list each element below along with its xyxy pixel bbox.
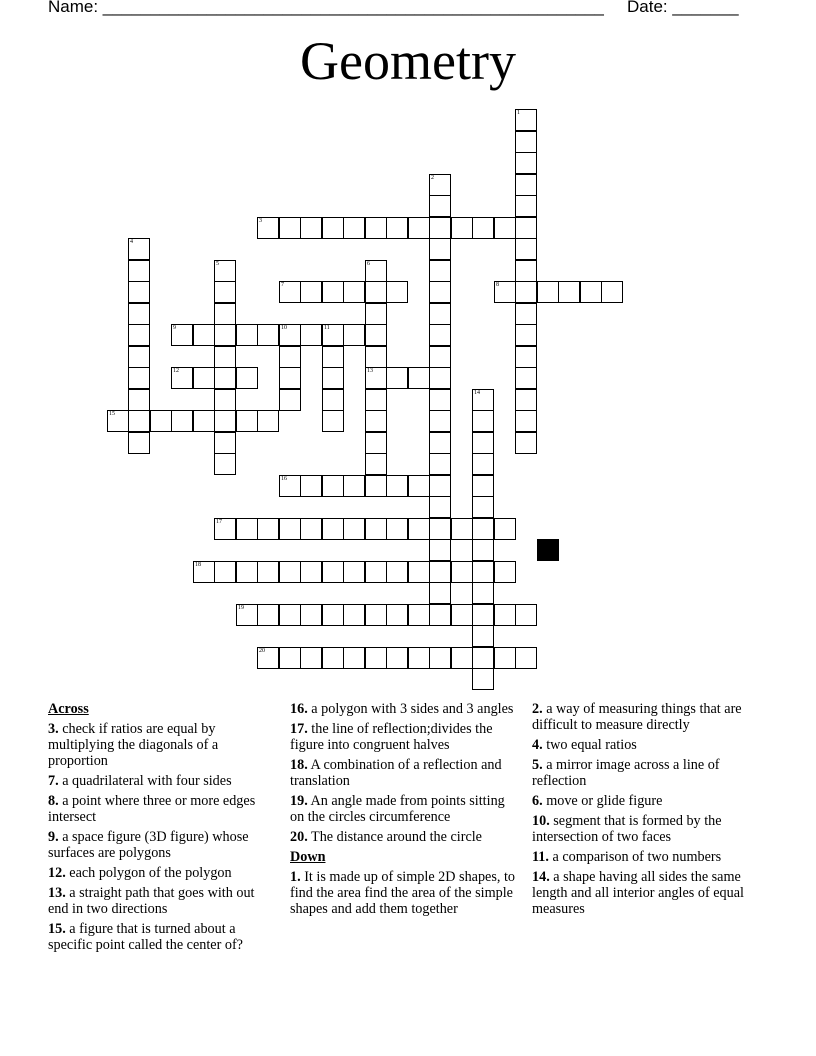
grid-cell[interactable] (150, 410, 172, 432)
grid-cell[interactable] (214, 432, 236, 454)
grid-cell[interactable] (236, 561, 258, 583)
grid-cell[interactable] (128, 324, 150, 346)
grid-cell[interactable] (386, 367, 408, 389)
date-field-label: Date: _______ (627, 0, 739, 16)
grid-cell[interactable] (279, 518, 301, 540)
grid-cell[interactable] (386, 647, 408, 669)
clue-number-label: 18. (290, 757, 308, 773)
grid-cell[interactable] (300, 604, 322, 626)
clue-text: a shape having all sides the same length and all interior angles of equal measures (532, 869, 744, 917)
grid-cell[interactable] (386, 561, 408, 583)
grid-cell[interactable] (515, 195, 537, 217)
grid-cell[interactable] (429, 432, 451, 454)
grid-cell[interactable] (451, 604, 473, 626)
grid-cell[interactable] (279, 647, 301, 669)
grid-cell[interactable] (472, 647, 494, 669)
clue-number: 16 (281, 476, 287, 482)
clue-item (290, 793, 522, 825)
clue-number-label: 11. (532, 849, 549, 865)
grid-cell[interactable] (429, 647, 451, 669)
grid-cell[interactable] (343, 518, 365, 540)
clue-number-label: 10. (532, 813, 550, 829)
grid-cell[interactable] (386, 281, 408, 303)
grid-cell[interactable] (494, 281, 516, 303)
clue-text: a straight path that goes with out end in two directions (48, 885, 255, 917)
grid-cell[interactable] (515, 410, 537, 432)
grid-cell[interactable] (279, 324, 301, 346)
grid-cell[interactable] (429, 389, 451, 411)
clue-number-label: 7. (48, 773, 59, 789)
grid-cell[interactable] (107, 410, 129, 432)
grid-cell[interactable] (558, 281, 580, 303)
grid-cell[interactable] (408, 561, 430, 583)
grid-cell[interactable] (429, 561, 451, 583)
clue-number: 11 (324, 325, 330, 331)
clue-item (48, 921, 278, 953)
grid-cell[interactable] (322, 604, 344, 626)
grid-cell[interactable] (322, 475, 344, 497)
grid-cell[interactable] (300, 561, 322, 583)
clue-number-label: 15. (48, 921, 66, 937)
grid-cell[interactable] (515, 647, 537, 669)
clue-text: A combination of a reflection and translation (290, 757, 502, 789)
clue-number: 12 (173, 368, 179, 374)
clue-item (290, 701, 522, 717)
grid-cell[interactable] (429, 410, 451, 432)
grid-cell[interactable] (257, 604, 279, 626)
clue-item (48, 721, 278, 769)
grid-cell[interactable] (343, 324, 365, 346)
grid-cell[interactable] (128, 238, 150, 260)
grid-cell[interactable] (472, 410, 494, 432)
clue-number: 20 (259, 648, 265, 654)
grid-cell[interactable] (236, 367, 258, 389)
clue-number-label: 16. (290, 701, 308, 717)
clue-text: move or glide figure (542, 793, 663, 809)
grid-cell[interactable] (214, 260, 236, 282)
clue-text: a comparison of two numbers (548, 849, 722, 865)
grid-cell[interactable] (343, 217, 365, 239)
grid-cell[interactable] (322, 217, 344, 239)
clue-item (532, 849, 768, 865)
grid-cell[interactable] (515, 217, 537, 239)
grid-cell[interactable] (128, 303, 150, 325)
grid-cell[interactable] (128, 432, 150, 454)
grid-cell[interactable] (365, 260, 387, 282)
grid-cell[interactable] (386, 475, 408, 497)
grid-cell[interactable] (365, 410, 387, 432)
grid-cell[interactable] (322, 367, 344, 389)
clue-number-label: 17. (290, 721, 308, 737)
grid-cell[interactable] (214, 346, 236, 368)
grid-cell[interactable] (429, 174, 451, 196)
grid-cell[interactable] (429, 453, 451, 475)
grid-cell[interactable] (128, 346, 150, 368)
grid-cell[interactable] (472, 475, 494, 497)
grid-cell[interactable] (494, 217, 516, 239)
grid-cell[interactable] (257, 410, 279, 432)
clue-item (290, 721, 522, 753)
grid-cell[interactable] (408, 647, 430, 669)
grid-cell[interactable] (257, 217, 279, 239)
grid-cell[interactable] (300, 217, 322, 239)
grid-cell[interactable] (214, 367, 236, 389)
grid-cell[interactable] (494, 604, 516, 626)
clue-number-label: 12. (48, 865, 66, 881)
grid-cell[interactable] (494, 561, 516, 583)
clue-number-label: 14. (532, 869, 550, 885)
grid-cell[interactable] (515, 281, 537, 303)
clue-item (532, 813, 768, 845)
grid-cell[interactable] (472, 539, 494, 561)
grid-cell[interactable] (365, 281, 387, 303)
grid-cell[interactable] (386, 518, 408, 540)
clue-item (532, 701, 768, 733)
clue-number: 3 (259, 218, 262, 224)
grid-cell[interactable] (343, 475, 365, 497)
clue-text: It is made up of simple 2D shapes, to find the area find the area of the simple shapes and add them together (290, 869, 515, 917)
grid-cell[interactable] (472, 496, 494, 518)
grid-cell[interactable] (365, 367, 387, 389)
grid-cell[interactable] (408, 217, 430, 239)
grid-cell[interactable] (322, 346, 344, 368)
name-field-label: Name: _____________________________________________________ (48, 0, 604, 16)
grid-cell[interactable] (279, 346, 301, 368)
clue-number-label: 5. (532, 757, 543, 773)
grid-cell[interactable] (322, 324, 344, 346)
grid-cell[interactable] (408, 518, 430, 540)
grid-cell[interactable] (236, 518, 258, 540)
grid-cell[interactable] (601, 281, 623, 303)
grid-cell[interactable] (322, 518, 344, 540)
grid-cell[interactable] (515, 260, 537, 282)
clue-text: two equal ratios (542, 737, 637, 753)
grid-cell[interactable] (279, 389, 301, 411)
grid-cell[interactable] (300, 475, 322, 497)
grid-cell[interactable] (322, 410, 344, 432)
grid-cell[interactable] (279, 281, 301, 303)
grid-cell[interactable] (365, 389, 387, 411)
grid-cell[interactable] (365, 475, 387, 497)
clue-item (290, 829, 522, 845)
grid-cell[interactable] (408, 604, 430, 626)
clue-number-label: 2. (532, 701, 543, 717)
grid-cell[interactable] (429, 260, 451, 282)
grid-cell[interactable] (429, 539, 451, 561)
clue-item (532, 737, 768, 753)
grid-cell[interactable] (429, 303, 451, 325)
grid-cell[interactable] (279, 604, 301, 626)
clue-number: 5 (216, 261, 219, 267)
clue-number-label: 20. (290, 829, 308, 845)
grid-cell[interactable] (257, 518, 279, 540)
across-heading: Across (48, 701, 89, 717)
grid-cell[interactable] (429, 496, 451, 518)
grid-cell[interactable] (322, 647, 344, 669)
grid-cell[interactable] (515, 389, 537, 411)
grid-cell[interactable] (365, 217, 387, 239)
grid-cell[interactable] (236, 324, 258, 346)
grid-cell[interactable] (322, 281, 344, 303)
clue-item (48, 829, 278, 861)
grid-cell[interactable] (257, 324, 279, 346)
grid-cell[interactable] (300, 324, 322, 346)
clue-number: 18 (195, 562, 201, 568)
clue-text: a point where three or more edges intersect (48, 793, 256, 825)
clue-text: each polygon of the polygon (65, 865, 232, 881)
grid-cell[interactable] (365, 324, 387, 346)
clue-text: the line of reflection;divides the figure into congruent halves (290, 721, 493, 753)
grid-cell[interactable] (193, 367, 215, 389)
clue-text: a figure that is turned about a specific point called the center of? (48, 921, 243, 953)
grid-cell[interactable] (472, 453, 494, 475)
grid-cell[interactable] (429, 604, 451, 626)
clue-item (290, 869, 522, 917)
page-title: Geometry (300, 31, 516, 91)
clue-number-label: 4. (532, 737, 543, 753)
clue-item (532, 793, 768, 809)
clue-number: 15 (109, 411, 115, 417)
clues-column-1 (48, 701, 278, 957)
grid-cell[interactable] (300, 281, 322, 303)
clue-number: 1 (517, 110, 520, 116)
grid-cell[interactable] (279, 217, 301, 239)
grid-cell[interactable] (214, 281, 236, 303)
clue-number: 9 (173, 325, 176, 331)
clue-number: 2 (431, 175, 434, 181)
grid-cell[interactable] (171, 324, 193, 346)
clue-item (290, 757, 522, 789)
grid-cell[interactable] (171, 410, 193, 432)
grid-cell[interactable] (343, 647, 365, 669)
grid-cell[interactable] (386, 604, 408, 626)
grid-cell[interactable] (472, 668, 494, 690)
grid-cell[interactable] (472, 604, 494, 626)
grid-cell[interactable] (429, 195, 451, 217)
clue-number-label: 1. (290, 869, 301, 885)
grid-cell[interactable] (472, 625, 494, 647)
grid-cell[interactable] (214, 303, 236, 325)
clue-item (48, 865, 278, 881)
clue-text: a way of measuring things that are difficult to measure directly (532, 701, 742, 733)
grid-cell[interactable] (429, 475, 451, 497)
grid-cell[interactable] (580, 281, 602, 303)
clue-number: 13 (367, 368, 373, 374)
clues-column-3 (532, 701, 768, 921)
clue-text: a space figure (3D figure) whose surfaces are polygons (48, 829, 249, 861)
clue-number-label: 8. (48, 793, 59, 809)
grid-cell[interactable] (257, 561, 279, 583)
grid-cell[interactable] (408, 475, 430, 497)
grid-cell[interactable] (451, 561, 473, 583)
grid-cell[interactable] (515, 346, 537, 368)
clue-text: An angle made from points sitting on the circles circumference (290, 793, 505, 825)
clue-text: a polygon with 3 sides and 3 angles (307, 701, 514, 717)
clue-number-label: 6. (532, 793, 543, 809)
clue-number: 8 (496, 282, 499, 288)
grid-cell[interactable] (429, 367, 451, 389)
grid-cell[interactable] (494, 647, 516, 669)
grid-cell[interactable] (300, 518, 322, 540)
grid-cell[interactable] (515, 109, 537, 131)
grid-cell[interactable] (515, 238, 537, 260)
grid-cell[interactable] (343, 281, 365, 303)
grid-cell[interactable] (236, 410, 258, 432)
clue-number-label: 13. (48, 885, 66, 901)
grid-cell[interactable] (386, 217, 408, 239)
clue-item (532, 757, 768, 789)
clue-text: a quadrilateral with four sides (58, 773, 232, 789)
clue-text: The distance around the circle (307, 829, 482, 845)
clue-item (532, 869, 768, 917)
grid-cell[interactable] (365, 604, 387, 626)
clue-number: 6 (367, 261, 370, 267)
grid-cell[interactable] (515, 303, 537, 325)
clue-text: check if ratios are equal by multiplying the diagonals of a proportion (48, 721, 219, 769)
clue-number-label: 3. (48, 721, 59, 737)
grid-cell[interactable] (429, 518, 451, 540)
grid-cell[interactable] (365, 647, 387, 669)
grid-cell[interactable] (365, 453, 387, 475)
grid-cell[interactable] (451, 647, 473, 669)
grid-cell[interactable] (429, 217, 451, 239)
clue-number-label: 19. (290, 793, 308, 809)
grid-cell[interactable] (472, 217, 494, 239)
grid-cell[interactable] (451, 518, 473, 540)
down-heading: Down (290, 849, 326, 865)
clue-item (48, 885, 278, 917)
grid-cell[interactable] (193, 410, 215, 432)
grid-cell[interactable] (128, 281, 150, 303)
grid-cell[interactable] (365, 561, 387, 583)
grid-cell[interactable] (193, 561, 215, 583)
grid-cell[interactable] (429, 281, 451, 303)
grid-cell[interactable] (128, 260, 150, 282)
blocked-cell (537, 539, 559, 561)
grid-cell[interactable] (193, 324, 215, 346)
grid-cell[interactable] (322, 389, 344, 411)
clue-number: 10 (281, 325, 287, 331)
grid-cell[interactable] (515, 174, 537, 196)
clue-text: segment that is formed by the intersection of two faces (532, 813, 722, 845)
grid-cell[interactable] (408, 367, 430, 389)
grid-cell[interactable] (279, 561, 301, 583)
grid-cell[interactable] (300, 647, 322, 669)
grid-cell[interactable] (515, 152, 537, 174)
grid-cell[interactable] (365, 346, 387, 368)
grid-cell[interactable] (494, 518, 516, 540)
grid-cell[interactable] (472, 389, 494, 411)
grid-cell[interactable] (128, 389, 150, 411)
grid-cell[interactable] (365, 303, 387, 325)
grid-cell[interactable] (322, 561, 344, 583)
clue-number: 4 (130, 239, 133, 245)
grid-cell[interactable] (257, 647, 279, 669)
grid-cell[interactable] (214, 389, 236, 411)
grid-cell[interactable] (171, 367, 193, 389)
grid-cell[interactable] (451, 217, 473, 239)
grid-cell[interactable] (365, 432, 387, 454)
grid-cell[interactable] (214, 561, 236, 583)
clue-number: 17 (216, 519, 222, 525)
grid-cell[interactable] (128, 410, 150, 432)
grid-cell[interactable] (236, 604, 258, 626)
grid-cell[interactable] (515, 432, 537, 454)
clue-number-label: 9. (48, 829, 59, 845)
clue-number: 14 (474, 390, 480, 396)
grid-cell[interactable] (365, 518, 387, 540)
grid-cell[interactable] (515, 131, 537, 153)
grid-cell[interactable] (515, 324, 537, 346)
clue-number: 7 (281, 282, 284, 288)
grid-cell[interactable] (515, 604, 537, 626)
grid-cell[interactable] (279, 475, 301, 497)
grid-cell[interactable] (429, 346, 451, 368)
grid-cell[interactable] (429, 582, 451, 604)
clue-number: 19 (238, 605, 244, 611)
grid-cell[interactable] (214, 410, 236, 432)
grid-cell[interactable] (429, 324, 451, 346)
grid-cell[interactable] (537, 281, 559, 303)
grid-cell[interactable] (515, 367, 537, 389)
grid-cell[interactable] (214, 324, 236, 346)
grid-cell[interactable] (343, 604, 365, 626)
grid-cell[interactable] (279, 367, 301, 389)
clues-column-2 (290, 701, 522, 921)
grid-cell[interactable] (214, 518, 236, 540)
grid-cell[interactable] (472, 582, 494, 604)
grid-cell[interactable] (472, 561, 494, 583)
grid-cell[interactable] (472, 432, 494, 454)
grid-cell[interactable] (343, 561, 365, 583)
grid-cell[interactable] (128, 367, 150, 389)
clue-item (48, 793, 278, 825)
grid-cell[interactable] (472, 518, 494, 540)
grid-cell[interactable] (429, 238, 451, 260)
clue-item (48, 773, 278, 789)
clue-text: a mirror image across a line of reflection (532, 757, 720, 789)
grid-cell[interactable] (214, 453, 236, 475)
